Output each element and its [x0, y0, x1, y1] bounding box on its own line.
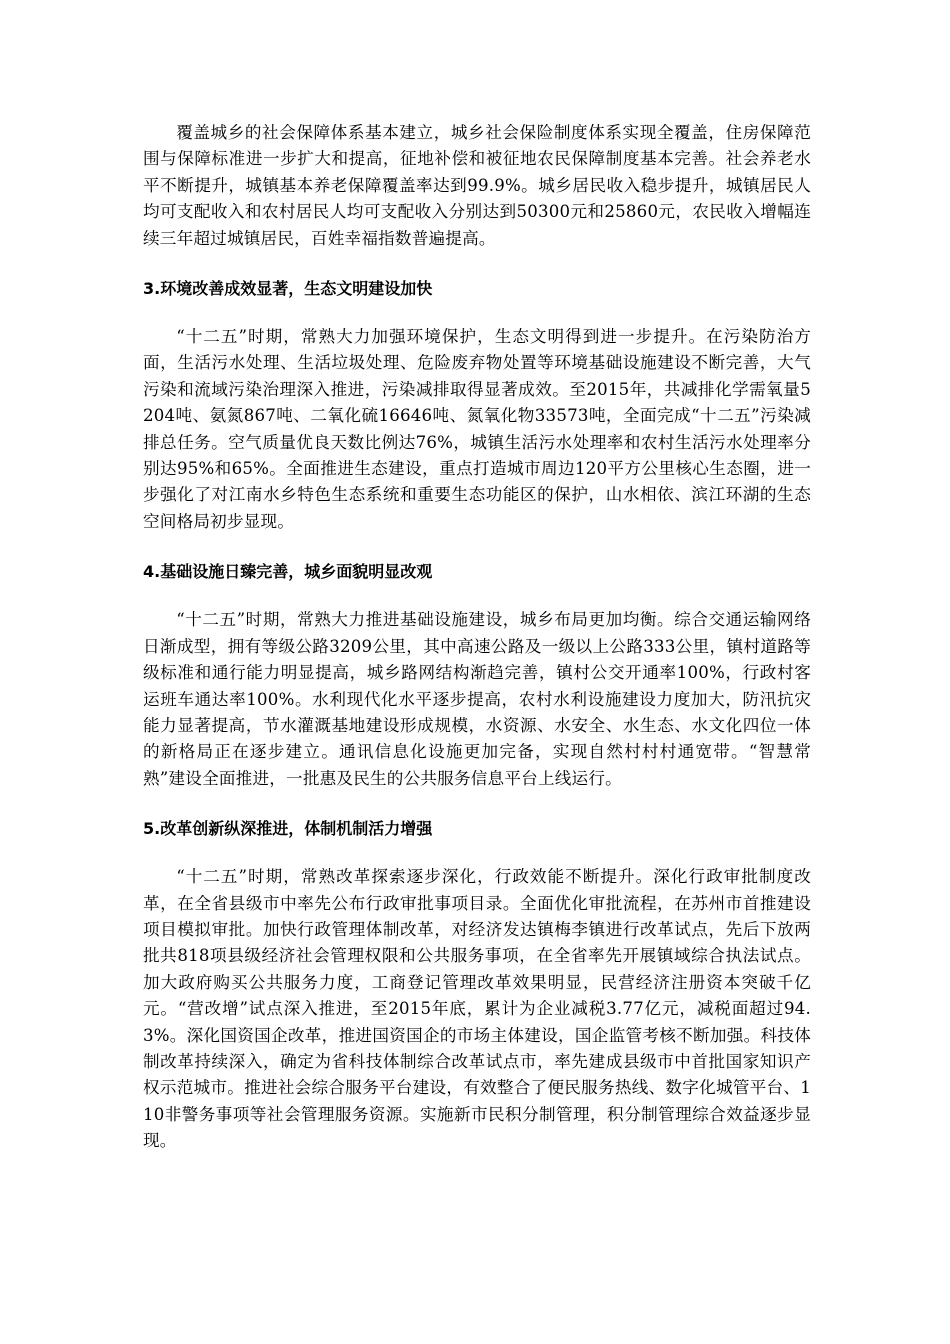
- section-5-paragraph: “十二五”时期，常熟改革探索逐步深化，行政效能不断提升。深化行政审批制度改革，在全省县级市中率先公布行政审批事项目录。全面优化审批流程，在苏州市首推建设项目模拟审批。加快行政管理体制改革，对经济发达镇梅李镇进行改革试点，先后下放两批共818项县级经济社会管理权限和公共服务事项，在全省率先开展镇域综合执法试点。加大政府购买公共服务力度，工商登记管理改革效果明显，民营经济注册资本突破千亿元。“营改增”试点深入推进，至2015年底，累计为企业减税3.77亿元，减税面超过94.3%。深化国资国企改革，推进国资国企的市场主体建设，国企监管考核不断加强。科技体制改革持续深入，确定为省科技体制综合改革试点市，率先建成县级市中首批国家知识产权示范城市。推进社会综合服务平台建设，有效整合了便民服务热线、数字化城管平台、110非警务事项等社会管理服务资源。实施新市民积分制管理，积分制管理综合效益逐步显现。: [143, 867, 811, 1151]
- section-4-heading: 4.基础设施日臻完善，城乡面貌明显改观: [143, 562, 433, 582]
- section-4-paragraph: “十二五”时期，常熟大力推进基础设施建设，城乡布局更加均衡。综合交通运输网络日渐成型，拥有等级公路3209公里，其中高速公路及一级以上公路333公里，镇村道路等级标准和通行能力明显提高，城乡路网结构渐趋完善，镇村公交开通率100%，行政村客运班车通达率100%。水利现代化水平逐步提高，农村水利设施建设力度加大，防汛抗灾能力显著提高，节水灌溉基地建设形成规模，水资源、水安全、水生态、水文化四位一体的新格局正在逐步建立。通讯信息化设施更加完备，实现自然村村村通宽带。“智慧常熟”建设全面推进，一批惠及民生的公共服务信息平台上线运行。: [143, 610, 811, 788]
- spacer: [143, 302, 811, 324]
- section-3-paragraph: “十二五”时期，常熟大力加强环境保护，生态文明得到进一步提升。在污染防治方面，生活污水处理、生活垃圾处理、危险废弃物处置等环境基础设施建设不断完善，大气污染和流域污染治理深入推进，污染减排取得显著成效。至2015年，共减排化学需氧量5204吨、氨氮867吨、二氧化硫16646吨、氮氧化物33573吨，全面完成“十二五”污染减排总任务。空气质量优良天数比例达76%，城镇生活污水处理率和农村生活污水处理率分别达95%和65%。全面推进生态建设，重点打造城市周边120平方公里核心生态圈，进一步强化了对江南水乡特色生态系统和重要生态功能区的保护，山水相依、滨江环湖的生态空间格局初步显现。: [143, 327, 811, 531]
- spacer: [143, 842, 811, 864]
- spacer: [143, 252, 811, 276]
- spacer: [143, 535, 811, 559]
- spacer: [143, 585, 811, 607]
- document-page: [143, 120, 811, 1155]
- spacer: [143, 792, 811, 816]
- section-3-heading: 3.环境改善成效显著，生态文明建设加快: [143, 279, 433, 299]
- section-5-heading: 5.改革创新纵深推进，体制机制活力增强: [143, 819, 433, 839]
- intro-paragraph: 覆盖城乡的社会保障体系基本建立，城乡社会保险制度体系实现全覆盖，住房保障范围与保障标准进一步扩大和提高，征地补偿和被征地农民保障制度基本完善。社会养老水平不断提升，城镇基本养老保障覆盖率达到99.9%。城乡居民收入稳步提升，城镇居民人均可支配收入和农村居民人均可支配收入分别达到50300元和25860元，农民收入增幅连续三年超过城镇居民，百姓幸福指数普遍提高。: [143, 123, 811, 248]
